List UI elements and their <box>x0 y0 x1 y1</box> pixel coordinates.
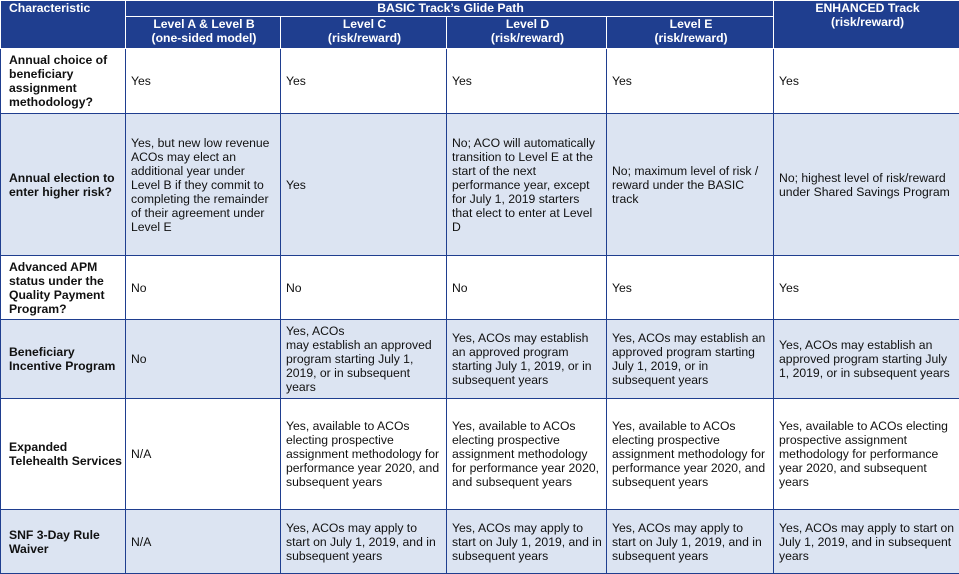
level-d-header: Level D (risk/reward) <box>447 17 607 49</box>
cell-level-ab: No <box>126 256 281 320</box>
level-ab-header: Level A & Level B (one-sided model) <box>126 17 281 49</box>
cell-level-e: No; maximum level of risk / reward under the BASIC track <box>607 114 774 256</box>
row-characteristic: Annual election to enter higher risk? <box>1 114 126 256</box>
cell-level-ab: No <box>126 320 281 399</box>
cell-enhanced: Yes, available to ACOs electing prospective assignment methodology for performance year 2020, and subsequent years <box>774 399 959 510</box>
cell-level-d: Yes, ACOs may establish an approved program starting July 1, 2019, or in subsequent years <box>447 320 607 399</box>
row-characteristic: Annual choice of beneficiary assignment methodology? <box>1 49 126 114</box>
cell-level-ab: Yes <box>126 49 281 114</box>
cell-level-e: Yes, ACOs may establish an approved program starting July 1, 2019, or in subsequent years <box>607 320 774 399</box>
row-characteristic: Beneficiary Incentive Program <box>1 320 126 399</box>
cell-enhanced: Yes <box>774 49 959 114</box>
row-characteristic: Advanced APM status under the Quality Payment Program? <box>1 256 126 320</box>
row-characteristic: Expanded Telehealth Services <box>1 399 126 510</box>
table-row-snf-waiver <box>1 510 959 574</box>
cell-level-e: Yes <box>607 256 774 320</box>
cell-enhanced: Yes, ACOs may apply to start on July 1, 2019, and in subsequent years <box>774 510 959 574</box>
cell-level-c: Yes, ACOs may apply to start on July 1, 2019, and in subsequent years <box>281 510 447 574</box>
characteristic-header: Characteristic <box>1 1 126 49</box>
cell-level-e: Yes, ACOs may apply to start on July 1, 2019, and in subsequent years <box>607 510 774 574</box>
cell-level-d: No <box>447 256 607 320</box>
cell-level-d: Yes, ACOs may apply to start on July 1, 2019, and in subsequent years <box>447 510 607 574</box>
basic-track-header: BASIC Track’s Glide Path <box>126 1 774 17</box>
cell-level-c: Yes <box>281 114 447 256</box>
cell-level-d: Yes, available to ACOs electing prospective assignment methodology for performance year 2020, and subsequent years <box>447 399 607 510</box>
cell-level-ab: N/A <box>126 510 281 574</box>
cell-level-c: Yes, ACOs may establish an approved program starting July 1, 2019, or in subsequent years <box>281 320 447 399</box>
table-row-annual-election <box>1 114 959 256</box>
cell-level-e: Yes <box>607 49 774 114</box>
cell-level-d: No; ACO will automatically transition to Level E at the start of the next performance year, except for July 1, 2019 starters that elect to enter at Level D <box>447 114 607 256</box>
level-e-header: Level E (risk/reward) <box>607 17 774 49</box>
cell-level-c: Yes, available to ACOs electing prospective assignment methodology for performance year 2020, and subsequent years <box>281 399 447 510</box>
cell-enhanced: Yes, ACOs may establish an approved program starting July 1, 2019, or in subsequent years <box>774 320 959 399</box>
cell-level-ab: N/A <box>126 399 281 510</box>
level-c-header: Level C (risk/reward) <box>281 17 447 49</box>
table-row-expanded-telehealth <box>1 399 959 510</box>
cell-enhanced: Yes <box>774 256 959 320</box>
cell-level-c: No <box>281 256 447 320</box>
table-row-advanced-apm <box>1 256 959 320</box>
cell-level-ab: Yes, but new low revenue ACOs may elect an additional year under Level B if they commit to completing the remainder of their agreement under Level E <box>126 114 281 256</box>
enhanced-track-header: ENHANCED Track (risk/reward) <box>774 1 959 49</box>
cell-level-d: Yes <box>447 49 607 114</box>
table-row-annual-choice <box>1 49 959 114</box>
cell-level-c: Yes <box>281 49 447 114</box>
row-characteristic: SNF 3-Day Rule Waiver <box>1 510 126 574</box>
cell-level-e: Yes, available to ACOs electing prospective assignment methodology for performance year 2020, and subsequent years <box>607 399 774 510</box>
cell-enhanced: No; highest level of risk/reward under Shared Savings Program <box>774 114 959 256</box>
table-row-beneficiary-incentive <box>1 320 959 399</box>
